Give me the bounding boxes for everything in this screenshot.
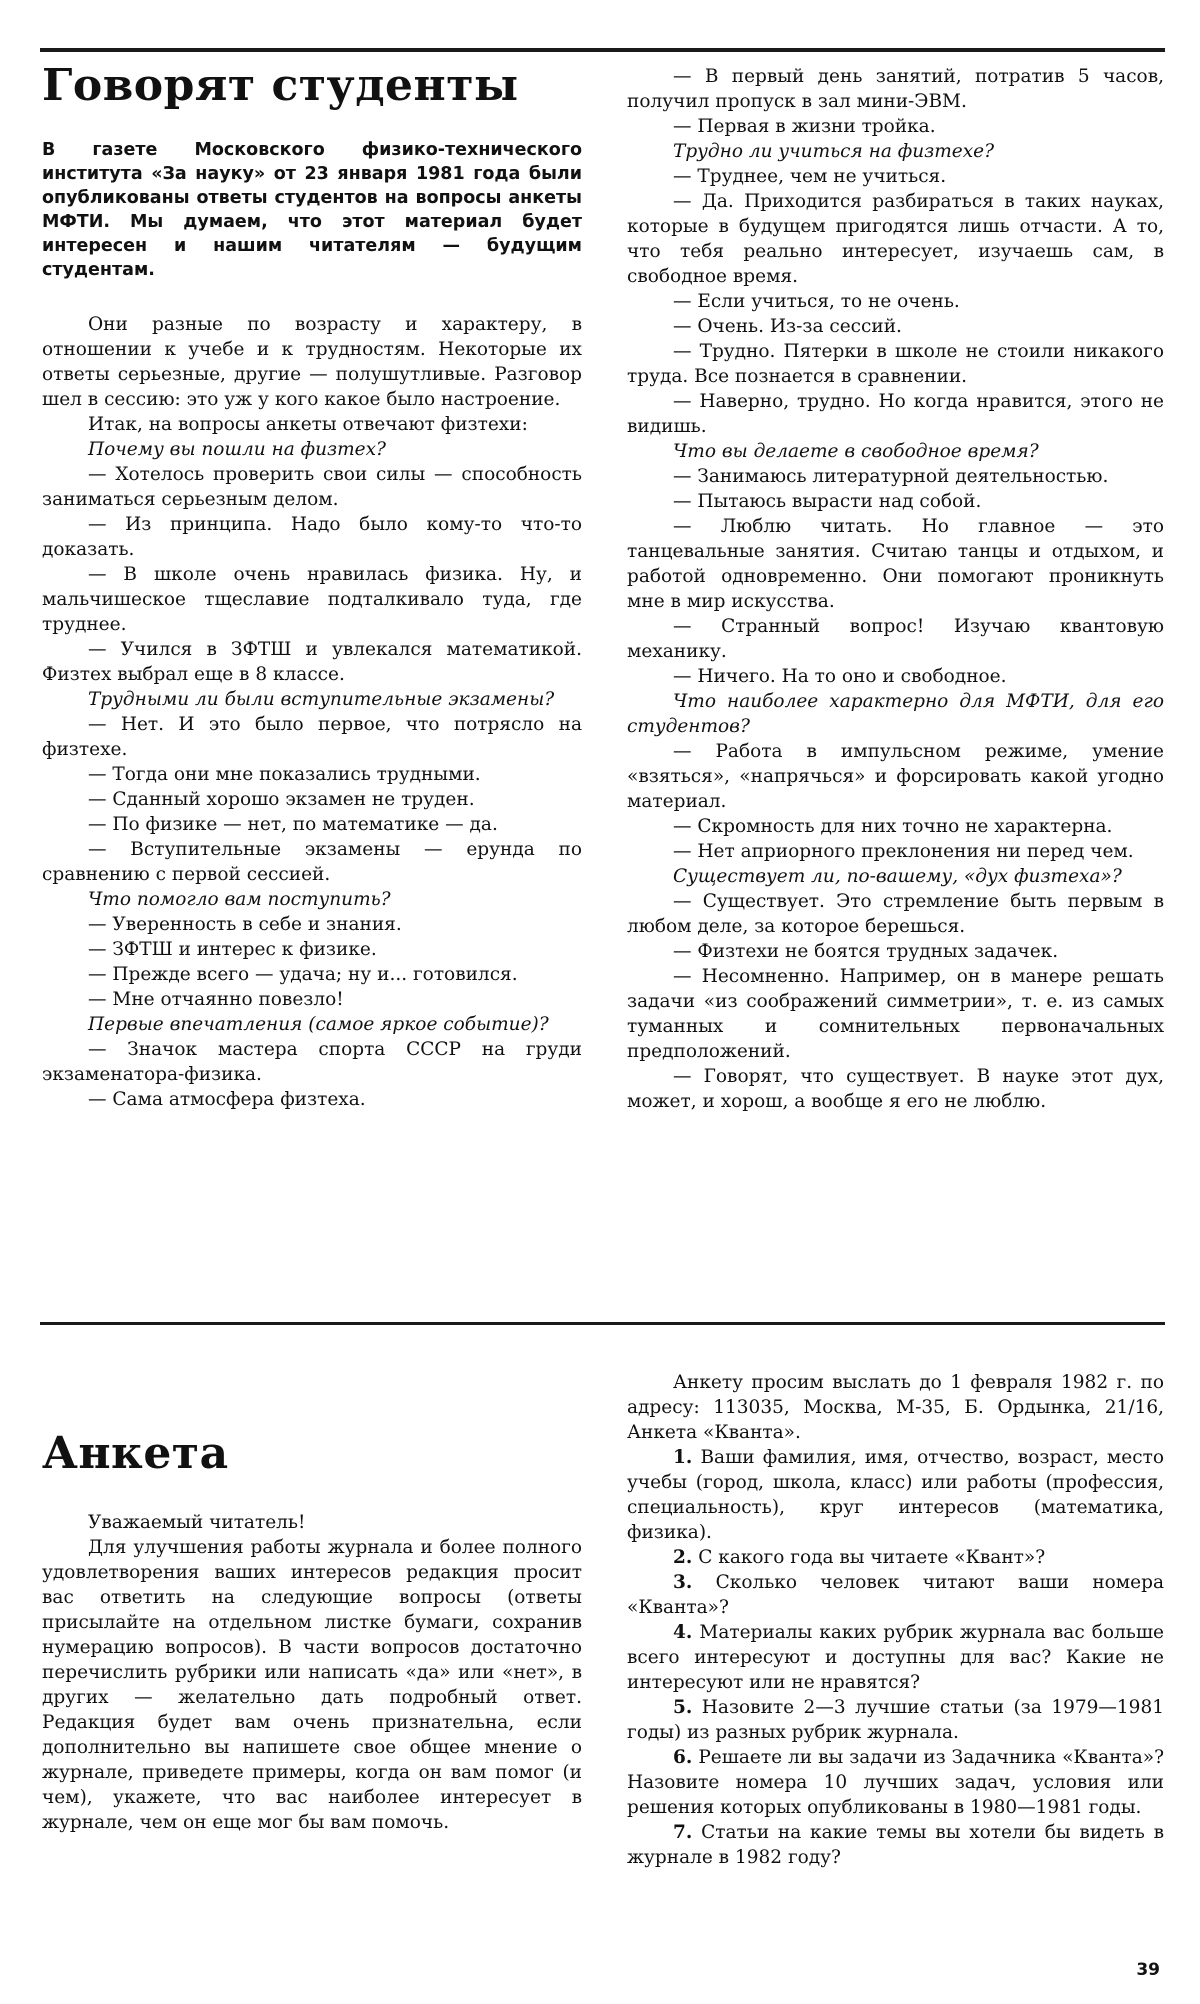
question-heading: Почему вы пошли на физтех? — [88, 439, 386, 460]
answer-paragraph: — Нет. И это было первое, что потрясло на физтехе. — [42, 714, 582, 760]
article2-left-column — [42, 1428, 582, 1835]
answer-paragraph: — Люблю читать. Но главное — это танцевальные занятия. Считаю танцы и отдыхом, и работой одновременно. Они помогают проникнуть мне в мир искусства. — [627, 516, 1164, 612]
question-heading: Что наиболее характерно для МФТИ, для его студентов? — [627, 691, 1164, 737]
text-paragraph: Итак, на вопросы анкеты отвечают физтехи: — [88, 414, 528, 435]
answer-paragraph: — Если учиться, то не очень. — [673, 291, 960, 312]
article2-right-column — [627, 1370, 1164, 1870]
question-heading: Что вы делаете в свободное время? — [673, 441, 1039, 462]
question-text: Сколько человек читают ваши номера «Кванта»? — [627, 1572, 1164, 1618]
article2-greeting: Уважаемый читатель! — [88, 1512, 306, 1533]
answer-paragraph: — Ничего. На то оно и свободное. — [673, 666, 1007, 687]
question-number: 4. — [673, 1622, 693, 1643]
questionnaire-item — [627, 1620, 1164, 1695]
answer-paragraph: — Первая в жизни тройка. — [673, 116, 936, 137]
answer-paragraph: — Говорят, что существует. В науке этот дух, может, и хорош, а вообще я его не люблю. — [627, 1066, 1164, 1112]
answer-paragraph: — Наверно, трудно. Но когда нравится, этого не видишь. — [627, 391, 1164, 437]
answer-paragraph: — Работа в импульсном режиме, умение «взяться», «напрячься» и форсировать какой угодно материал. — [627, 741, 1164, 812]
questionnaire-item — [627, 1695, 1164, 1745]
question-heading: Трудными ли были вступительные экзамены? — [88, 689, 555, 710]
answer-paragraph: — Уверенность в себе и знания. — [88, 914, 402, 935]
answer-paragraph: — Тогда они мне показались трудными. — [88, 764, 481, 785]
question-number: 1. — [673, 1447, 693, 1468]
answer-paragraph: — Труднее, чем не учиться. — [673, 166, 947, 187]
question-number: 7. — [673, 1822, 693, 1843]
answer-paragraph: — Сданный хорошо экзамен не труден. — [88, 789, 475, 810]
questionnaire-item — [627, 1745, 1164, 1820]
question-text: Ваши фамилия, имя, отчество, возраст, место учебы (город, школа, класс) или работы (профессия, специальность), круг интересов (математика, физика). — [627, 1447, 1164, 1543]
question-number: 2. — [673, 1547, 693, 1568]
answer-paragraph: — Значок мастера спорта СССР на груди экзаменатора-физика. — [42, 1039, 582, 1085]
answer-paragraph: — По физике — нет, по математике — да. — [88, 814, 498, 835]
question-text: Назовите 2—3 лучшие статьи (за 1979—1981 годы) из разных рубрик журнала. — [627, 1697, 1164, 1743]
answer-paragraph: — Существует. Это стремление быть первым в любом деле, за которое берешься. — [627, 891, 1164, 937]
question-number: 3. — [673, 1572, 693, 1593]
answer-paragraph: — Да. Приходится разбираться в таких науках, которые в будущем пригодятся лишь отчасти. А то, что тебя реально интересует, изучаешь сам, в свободное время. — [627, 191, 1164, 287]
answer-paragraph: — Занимаюсь литературной деятельностью. — [673, 466, 1109, 487]
questionnaire-item — [627, 1820, 1164, 1870]
question-text: Материалы каких рубрик журнала вас больше всего интересуют и доступны для вас? Какие не интересуют или не нравятся? — [627, 1622, 1164, 1693]
questionnaire-list — [627, 1445, 1164, 1870]
article1-title: Говорят студенты — [42, 60, 519, 111]
question-heading: Трудно ли учиться на физтехе? — [673, 141, 995, 162]
article1-right-column — [627, 64, 1164, 1114]
question-text: Статьи на какие темы вы хотели бы видеть в журнале в 1982 году? — [627, 1822, 1164, 1868]
answer-paragraph: — Пытаюсь вырасти над собой. — [673, 491, 982, 512]
question-number: 6. — [673, 1747, 693, 1768]
answer-paragraph: — Хотелось проверить свои силы — способность заниматься серьезным делом. — [42, 464, 582, 510]
article2-address: Анкету просим выслать до 1 февраля 1982 г. по адресу: 113035, Москва, М-35, Б. Ордынка, 21/16, Анкета «Кванта». — [627, 1372, 1164, 1443]
answer-paragraph: — Из принципа. Надо было кому-то что-то доказать. — [42, 514, 582, 560]
question-heading: Существует ли, по-вашему, «дух физтеха»? — [673, 866, 1122, 887]
questionnaire-item — [627, 1570, 1164, 1620]
questionnaire-item — [627, 1545, 1164, 1570]
section-divider — [40, 1322, 1165, 1325]
answer-paragraph: — Учился в ЗФТШ и увлекался математикой. Физтех выбрал еще в 8 классе. — [42, 639, 582, 685]
question-heading: Что помогло вам поступить? — [88, 889, 391, 910]
top-rule — [40, 48, 1165, 52]
answer-paragraph: — Странный вопрос! Изучаю квантовую механику. — [627, 616, 1164, 662]
answer-paragraph: — В школе очень нравилась физика. Ну, и мальчишеское тщеславие подталкивало туда, где труднее. — [42, 564, 582, 635]
answer-paragraph: — Мне отчаянно повезло! — [88, 989, 344, 1010]
article1-right-body — [627, 64, 1164, 1114]
page-number: 39 — [1136, 1960, 1160, 1980]
question-text: С какого года вы читаете «Квант»? — [698, 1547, 1046, 1568]
text-paragraph: Они разные по возрасту и характеру, в отношении к учебе и к трудностям. Некоторые их ответы серьезные, другие — полушутливые. Разговор шел в сессию: это уж у кого какое было настроение. — [42, 314, 582, 410]
answer-paragraph: — В первый день занятий, потратив 5 часов, получил пропуск в зал мини-ЭВМ. — [627, 66, 1164, 112]
article1-left-body — [42, 312, 582, 1112]
answer-paragraph: — Скромность для них точно не характерна. — [673, 816, 1113, 837]
article2-title: Анкета — [42, 1428, 229, 1479]
article1-left-column — [42, 60, 582, 1112]
article2-body: Для улучшения работы журнала и более полного удовлетворения ваших интересов редакция просит вас ответить на следующие вопросы (ответы присылайте на отдельном листке бумаги, сохранив нумерацию вопросов). В части вопросов достаточно перечислить рубрики или написать «да» или «нет», в других — желательно дать подробный ответ. Редакция будет вам очень признательна, если дополнительно вы напишете свое общее мнение о журнале, приведете примеры, когда он вам помог (и чем), укажете, что вас наиболее интересует в журнале, чем он еще мог бы вам помочь. — [42, 1537, 582, 1833]
answer-paragraph: — Трудно. Пятерки в школе не стоили никакого труда. Все познается в сравнении. — [627, 341, 1164, 387]
question-number: 5. — [673, 1697, 693, 1718]
answer-paragraph: — Прежде всего — удача; ну и... готовился. — [88, 964, 518, 985]
answer-paragraph: — Очень. Из-за сессий. — [673, 316, 902, 337]
question-heading: Первые впечатления (самое яркое событие)? — [88, 1014, 549, 1035]
article1-intro: В газете Московского физико-технического института «За науку» от 23 января 1981 года были опубликованы ответы студентов на вопросы анкеты МФТИ. Мы думаем, что этот материал будет интересен и нашим читателям — будущим студентам. — [42, 140, 582, 280]
questionnaire-item — [627, 1445, 1164, 1545]
answer-paragraph: — Физтехи не боятся трудных задачек. — [673, 941, 1059, 962]
answer-paragraph: — Нет априорного преклонения ни перед чем. — [673, 841, 1134, 862]
answer-paragraph: — ЗФТШ и интерес к физике. — [88, 939, 377, 960]
answer-paragraph: — Несомненно. Например, он в манере решать задачи «из соображений симметрии», т. е. из самых туманных и сомнительных первоначальных предположений. — [627, 966, 1164, 1062]
question-text: Решаете ли вы задачи из Задачника «Кванта»? Назовите номера 10 лучших задач, условия или решения которых опубликованы в 1980—1981 годы. — [627, 1747, 1165, 1818]
answer-paragraph: — Сама атмосфера физтеха. — [88, 1089, 366, 1110]
answer-paragraph: — Вступительные экзамены — ерунда по сравнению с первой сессией. — [42, 839, 582, 885]
